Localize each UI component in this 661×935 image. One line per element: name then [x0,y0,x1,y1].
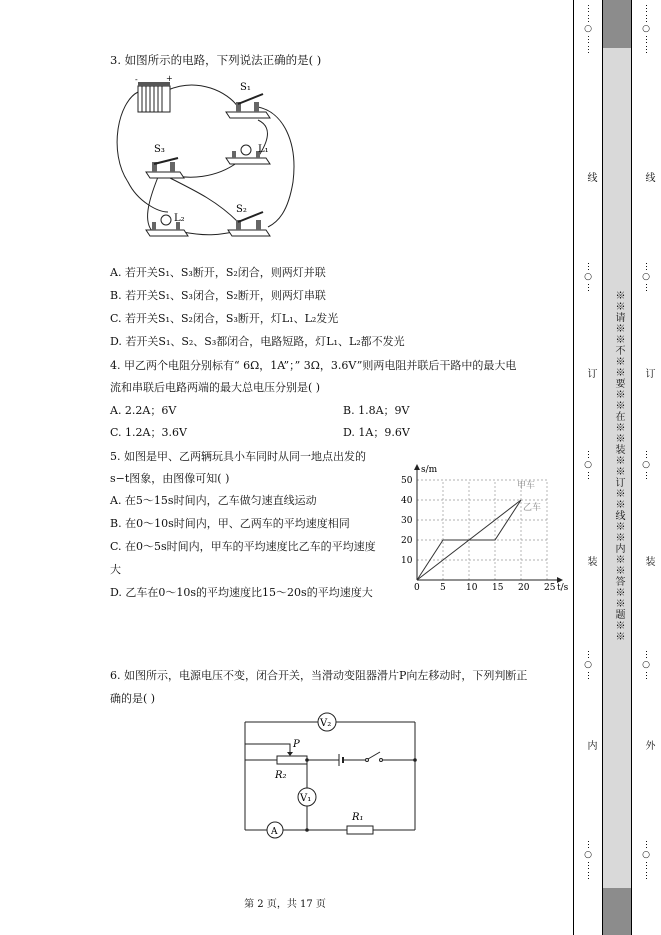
x-tick-label: 15 [492,583,504,593]
switch-icon [366,752,416,762]
q4-option-c: C. 1.2A；3.6V [110,426,187,439]
inner-dots: ⋯○⋯⋯ [583,840,593,881]
x-axis-label: t/s [557,583,569,593]
svg-text:L₁: L₁ [258,144,269,155]
strip-top-band [603,0,631,48]
q5-option-c: C. 在0～5s时间内，甲车的平均速度比乙车的平均速度 [110,540,376,553]
outer-dots: ⋯○⋯ [641,450,651,481]
outer-mark-zhuang: 装 [643,556,654,567]
rheostat-r2-icon [245,739,335,781]
outer-dots: ⋯○⋯⋯ [641,840,651,881]
y-tick-label: 20 [401,536,413,546]
y-tick-label: 40 [401,496,413,506]
q3-option-a: A. 若开关S₁、S₃断开，S₂闭合，则两灯并联 [110,266,326,279]
outer-dots: ⋯○⋯ [641,262,651,293]
inner-dots: ⋯○⋯ [583,650,593,681]
q3-option-b: B. 若开关S₁、S₃闭合，S₂断开，则两灯串联 [110,289,326,302]
q5-option-b: B. 在0～10s时间内，甲、乙两车的平均速度相同 [110,517,350,530]
inner-mark-zhuang: 装 [585,556,596,567]
q3-stem: 3. 如图所示的电路，下列说法正确的是( ) [110,53,322,67]
inner-mark-nei: 内 [585,740,596,751]
series-label-jia: 甲车 [517,481,536,491]
svg-text:V₁: V₁ [300,793,312,804]
binding-warning: ※※请※※不※※要※※在※※装※※订※※线※※内※※答※※题※※ [613,290,624,642]
inner-dots: ⋯⋯○⋯⋯ [583,4,593,55]
q4-option-b: B. 1.8A；9V [343,404,410,417]
q5-stem-line1: 5. 如图是甲、乙两辆玩具小车同时从同一地点出发的 [110,450,366,463]
outer-mark-wai: 外 [643,740,654,751]
inner-dots: ⋯○⋯ [583,262,593,293]
x-tick-label: 10 [466,583,478,593]
inner-mark-xian: 线 [585,172,596,183]
outer-mark-ding: 订 [643,368,654,379]
x-tick-label: 5 [440,583,446,593]
svg-text:S₁: S₁ [240,82,251,93]
voltmeter-v2-icon [318,713,336,731]
svg-text:P: P [293,739,300,750]
x-tick-label: 20 [518,583,530,593]
q5-option-a: A. 在5～15s时间内，乙车做匀速直线运动 [110,494,317,507]
q5-option-d: D. 乙车在0～10s的平均速度比15～20s的平均速度大 [110,586,373,599]
q4-option-d: D. 1A；9.6V [343,426,410,439]
y-tick-label: 10 [401,556,413,566]
y-axis-arrow [414,464,420,470]
svg-text:A: A [271,827,278,837]
svg-text:S₂: S₂ [236,204,247,215]
ammeter-icon [267,822,283,838]
inner-dots: ⋯○⋯ [583,450,593,481]
svg-text:V₂: V₂ [320,718,332,729]
q4-stem-line2: 流和串联后电路两端的最大总电压分别是( ) [110,381,321,394]
x-tick-label: 25 [544,583,556,593]
svg-text:L₂: L₂ [174,213,185,224]
switch-s3-icon [146,158,184,178]
svg-text:-: - [135,75,138,84]
series-label-yi: 乙车 [523,503,542,513]
svg-text:+: + [166,74,173,83]
y-tick-label: 30 [401,516,413,526]
q4-stem-line1: 4. 甲乙两个电阻分别标有“ 6Ω，1A”；” 3Ω，3.6V”则两电阻并联后干路中的最大电 [110,359,517,372]
switch-s1-icon [226,94,270,118]
outer-dots: ⋯○⋯ [641,650,651,681]
q3-circuit-figure [108,72,308,252]
q6-stem-line2: 确的是( ) [110,692,156,705]
outer-mark-xian: 线 [643,172,654,183]
svg-text:S₃: S₃ [154,144,165,155]
inner-mark-ding: 订 [585,368,596,379]
q4-option-a: A. 2.2A；6V [110,404,177,417]
svg-text:R₂: R₂ [275,770,287,781]
q3-option-d: D. 若开关S₁、S₂、S₃都闭合，电路短路，灯L₁、L₂都不发光 [110,335,405,348]
strip-bottom-band [603,888,631,935]
q5-option-c-cont: 大 [110,563,121,576]
battery-icon [138,82,170,112]
voltmeter-v1-icon [298,788,316,806]
st-chart [395,452,569,597]
y-axis-label: s/m [421,465,438,475]
page-footer: 第 2 页，共 17 页 [244,899,326,910]
resistor-r1-icon [347,812,373,834]
strip-divider [631,0,632,935]
battery-icon [335,754,365,766]
q3-option-c: C. 若开关S₁、S₂闭合，S₃断开，灯L₁、L₂发光 [110,312,339,325]
q6-stem-line1: 6. 如图所示，电源电压不变，闭合开关，当滑动变阻器滑片P向左移动时，下列判断正 [110,669,528,682]
switch-s2-icon [228,212,270,236]
q5-stem-line2: s−t图象，由图像可知( ) [110,472,230,485]
outer-dots: ⋯⋯○⋯⋯ [641,4,651,55]
q6-circuit-figure [235,712,425,842]
x-tick-label: 0 [414,583,420,593]
svg-text:R₁: R₁ [352,812,364,823]
y-tick-label: 50 [401,476,413,486]
